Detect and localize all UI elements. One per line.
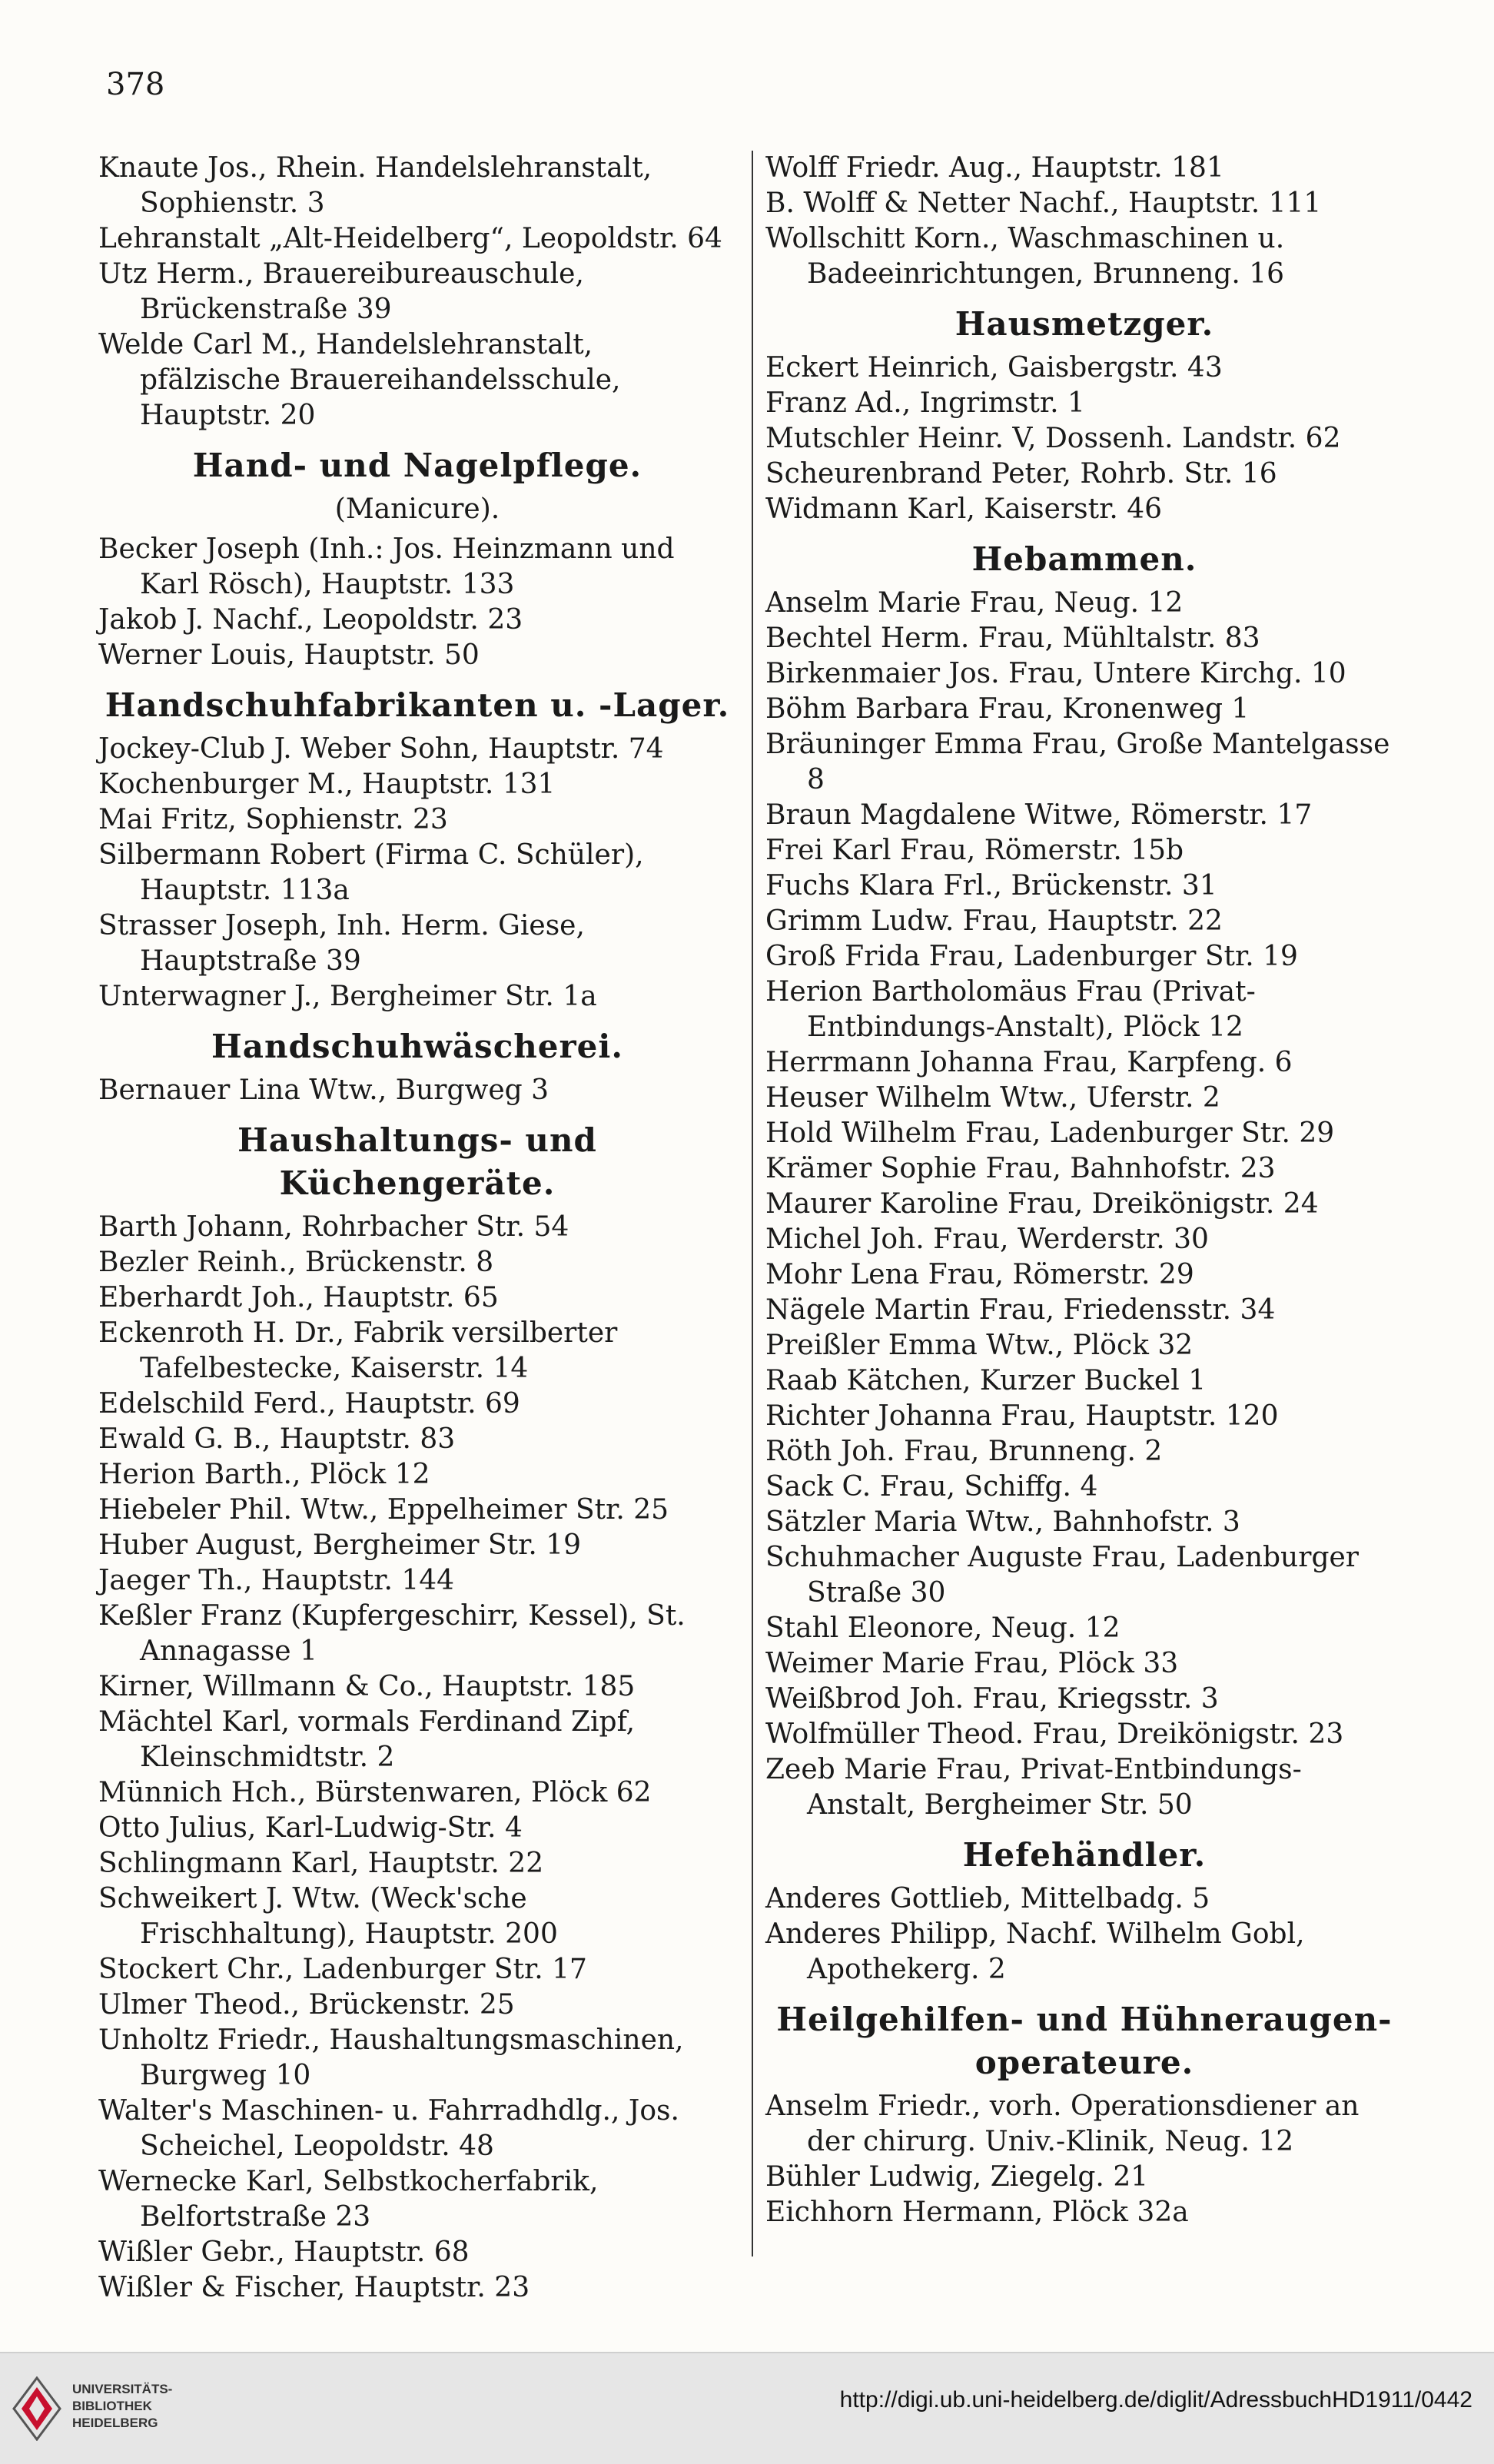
directory-entry: Hiebeler Phil. Wtw., Eppelheimer Str. 25 [98, 1494, 669, 1526]
section-heading: Hausmetzger. [954, 305, 1214, 343]
directory-entry: Utz Herm., Brauereibureauschule, Brückenstraße 39 [98, 258, 584, 325]
library-logo-text [72, 2381, 172, 2432]
directory-entry: Nägele Martin Frau, Friedensstr. 34 [765, 1294, 1276, 1326]
directory-entry: Sack C. Frau, Schiffg. 4 [765, 1471, 1098, 1503]
section-subheading: (Manicure). [334, 493, 500, 525]
directory-entry: Anselm Friedr., vorh. Operationsdiener an der chirurg. Univ.-Klinik, Neug. 12 [765, 2090, 1360, 2157]
directory-entry: Weimer Marie Frau, Plöck 33 [765, 1648, 1179, 1679]
directory-entry: Maurer Karoline Frau, Dreikönigstr. 24 [765, 1188, 1319, 1220]
directory-entry: Otto Julius, Karl-Ludwig-Str. 4 [98, 1812, 523, 1844]
directory-entry: Widmann Karl, Kaiserstr. 46 [765, 493, 1163, 525]
directory-entry: Wolff Friedr. Aug., Hauptstr. 181 [765, 152, 1224, 184]
directory-entry: Bechtel Herm. Frau, Mühltalstr. 83 [765, 623, 1260, 654]
directory-entry: Weißbrod Joh. Frau, Kriegsstr. 3 [765, 1683, 1219, 1715]
directory-entry: Schweikert J. Wtw. (Weck'sche Frischhaltung), Hauptstr. 200 [98, 1883, 558, 1950]
directory-entry: Becker Joseph (Inh.: Jos. Heinzmann und Karl Rösch), Hauptstr. 133 [98, 533, 675, 600]
directory-entry: Wolfmüller Theod. Frau, Dreikönigstr. 23 [765, 1718, 1344, 1750]
directory-entry: Knaute Jos., Rhein. Handelslehranstalt, Sophienstr. 3 [98, 152, 652, 219]
directory-entry: Kochenburger M., Hauptstr. 131 [98, 769, 556, 800]
directory-entry: Raab Kätchen, Kurzer Buckel 1 [765, 1365, 1207, 1396]
page-number: 378 [106, 67, 165, 102]
section-heading: Handschuhwäscherei. [211, 1028, 623, 1065]
directory-entry: Kirner, Willmann & Co., Hauptstr. 185 [98, 1671, 636, 1702]
directory-entry: Ulmer Theod., Brückenstr. 25 [98, 1989, 515, 2021]
directory-entry: Strasser Joseph, Inh. Herm. Giese, Hauptstraße 39 [98, 910, 585, 977]
section-heading: Hand- und Nagelpflege. [192, 447, 642, 484]
directory-entry: Röth Joh. Frau, Brunneng. 2 [765, 1436, 1163, 1467]
directory-entry: Schuhmacher Auguste Frau, Ladenburger Straße 30 [765, 1542, 1360, 1609]
directory-entry: Lehranstalt „Alt-Heidelberg“, Leopoldstr. 64 [98, 223, 722, 254]
directory-entry: Keßler Franz (Kupfergeschirr, Kessel), St. Annagasse 1 [98, 1600, 686, 1667]
section-heading: Hefehändler. [962, 1836, 1207, 1874]
directory-entry: Bezler Reinh., Brückenstr. 8 [98, 1247, 494, 1278]
directory-entry: Mohr Lena Frau, Römerstr. 29 [765, 1259, 1194, 1290]
directory-entry: Münnich Hch., Bürstenwaren, Plöck 62 [98, 1777, 652, 1808]
source-url[interactable]: http://digi.ub.uni-heidelberg.de/diglit/AdressbuchHD1911/0442 [839, 2387, 1472, 2413]
directory-entry: Wernecke Karl, Selbstkocherfabrik, Belfortstraße 23 [98, 2166, 599, 2233]
directory-entry: Schlingmann Karl, Hauptstr. 22 [98, 1848, 544, 1879]
right-column [765, 151, 1403, 2230]
directory-entry: Wollschitt Korn., Waschmaschinen u. Badeeinrichtungen, Brunneng. 16 [765, 223, 1285, 290]
directory-entry: Stahl Eleonore, Neug. 12 [765, 1612, 1120, 1644]
directory-entry: Ewald G. B., Hauptstr. 83 [98, 1423, 456, 1455]
directory-entry: Bühler Ludwig, Ziegelg. 21 [765, 2161, 1149, 2193]
directory-entry: Mächtel Karl, vormals Ferdinand Zipf, Kleinschmidtstr. 2 [98, 1706, 636, 1773]
directory-entry: Eichhorn Hermann, Plöck 32a [765, 2197, 1189, 2228]
section-heading: Handschuhfabrikanten u. -Lager. [105, 686, 730, 724]
logo-line-3: HEIDELBERG [72, 2416, 158, 2430]
directory-entry: Bernauer Lina Wtw., Burgweg 3 [98, 1074, 549, 1106]
directory-entry: Bräuninger Emma Frau, Große Mantelgasse 8 [765, 729, 1390, 795]
directory-entry: Stockert Chr., Ladenburger Str. 17 [98, 1954, 587, 1985]
directory-entry: Fuchs Klara Frl., Brückenstr. 31 [765, 870, 1217, 902]
directory-entry: Unterwagner J., Bergheimer Str. 1a [98, 981, 597, 1012]
logo-line-1: UNIVERSITÄTS- [72, 2382, 173, 2396]
directory-entry: Preißler Emma Wtw., Plöck 32 [765, 1330, 1194, 1361]
directory-entry: Braun Magdalene Witwe, Römerstr. 17 [765, 799, 1313, 831]
directory-entry: Birkenmaier Jos. Frau, Untere Kirchg. 10 [765, 658, 1346, 689]
directory-entry: Grimm Ludw. Frau, Hauptstr. 22 [765, 905, 1223, 937]
directory-entry: Anderes Philipp, Nachf. Wilhelm Gobl, Apothekerg. 2 [765, 1918, 1305, 1985]
directory-entry: Walter's Maschinen- u. Fahrradhdlg., Jos. Scheichel, Leopoldstr. 48 [98, 2095, 679, 2162]
directory-entry: Huber August, Bergheimer Str. 19 [98, 1529, 582, 1561]
directory-entry: Herion Bartholomäus Frau (Privat-Entbindungs-Anstalt), Plöck 12 [765, 976, 1256, 1043]
directory-entry: Jockey-Club J. Weber Sohn, Hauptstr. 74 [98, 733, 664, 765]
directory-entry: Anderes Gottlieb, Mittelbadg. 5 [765, 1883, 1210, 1914]
section-heading: Heilgehilfen- und Hühneraugen-operateure. [776, 2001, 1393, 2081]
directory-entry: Anselm Marie Frau, Neug. 12 [765, 587, 1184, 619]
directory-entry: Krämer Sophie Frau, Bahnhofstr. 23 [765, 1153, 1276, 1184]
directory-entry: Franz Ad., Ingrimstr. 1 [765, 387, 1085, 419]
directory-entry: Böhm Barbara Frau, Kronenweg 1 [765, 693, 1250, 725]
logo-line-2: BIBLIOTHEK [72, 2399, 152, 2413]
directory-entry: B. Wolff & Netter Nachf., Hauptstr. 111 [765, 188, 1322, 219]
directory-entry: Michel Joh. Frau, Werderstr. 30 [765, 1224, 1209, 1255]
directory-entry: Richter Johanna Frau, Hauptstr. 120 [765, 1400, 1279, 1432]
directory-entry: Heuser Wilhelm Wtw., Uferstr. 2 [765, 1082, 1220, 1114]
directory-entry: Zeeb Marie Frau, Privat-Entbindungs-Anstalt, Bergheimer Str. 50 [765, 1754, 1302, 1821]
directory-entry: Scheurenbrand Peter, Rohrb. Str. 16 [765, 458, 1277, 490]
directory-entry: Jaeger Th., Hauptstr. 144 [98, 1565, 455, 1596]
directory-entry: Wißler Gebr., Hauptstr. 68 [98, 2237, 470, 2268]
directory-entry: Wißler & Fischer, Hauptstr. 23 [98, 2272, 530, 2303]
directory-entry: Mutschler Heinr. V, Dossenh. Landstr. 62 [765, 423, 1341, 454]
directory-entry: Jakob J. Nachf., Leopoldstr. 23 [98, 604, 523, 636]
directory-entry: Edelschild Ferd., Hauptstr. 69 [98, 1388, 520, 1420]
section-heading: Haushaltungs- und Küchengeräte. [237, 1121, 597, 1202]
library-logo-icon [12, 2376, 61, 2441]
directory-entry: Sätzler Maria Wtw., Bahnhofstr. 3 [765, 1506, 1240, 1538]
directory-entry: Groß Frida Frau, Ladenburger Str. 19 [765, 941, 1298, 972]
directory-entry: Silbermann Robert (Firma C. Schüler), Hauptstr. 113a [98, 839, 644, 906]
directory-entry: Welde Carl M., Handelslehranstalt, pfälzische Brauereihandelsschule, Hauptstr. 20 [98, 329, 621, 431]
directory-entry: Eckert Heinrich, Gaisbergstr. 43 [765, 352, 1223, 384]
section-heading: Hebammen. [971, 540, 1197, 578]
directory-entry: Unholtz Friedr., Haushaltungsmaschinen, Burgweg 10 [98, 2024, 684, 2091]
directory-entry: Werner Louis, Hauptstr. 50 [98, 639, 480, 671]
left-column [98, 151, 736, 2306]
directory-entry: Herrmann Johanna Frau, Karpfeng. 6 [765, 1047, 1293, 1078]
directory-entry: Eckenroth H. Dr., Fabrik versilberter Tafelbestecke, Kaiserstr. 14 [98, 1317, 618, 1384]
directory-entry: Eberhardt Joh., Hauptstr. 65 [98, 1282, 499, 1313]
library-logo[interactable] [12, 2370, 197, 2447]
directory-entry: Barth Johann, Rohrbacher Str. 54 [98, 1211, 569, 1243]
directory-entry: Frei Karl Frau, Römerstr. 15b [765, 835, 1184, 866]
directory-entry: Hold Wilhelm Frau, Ladenburger Str. 29 [765, 1117, 1335, 1149]
viewer-footer [0, 2352, 1494, 2464]
column-divider [752, 151, 753, 2256]
directory-entry: Mai Fritz, Sophienstr. 23 [98, 804, 448, 835]
directory-entry: Herion Barth., Plöck 12 [98, 1459, 430, 1490]
